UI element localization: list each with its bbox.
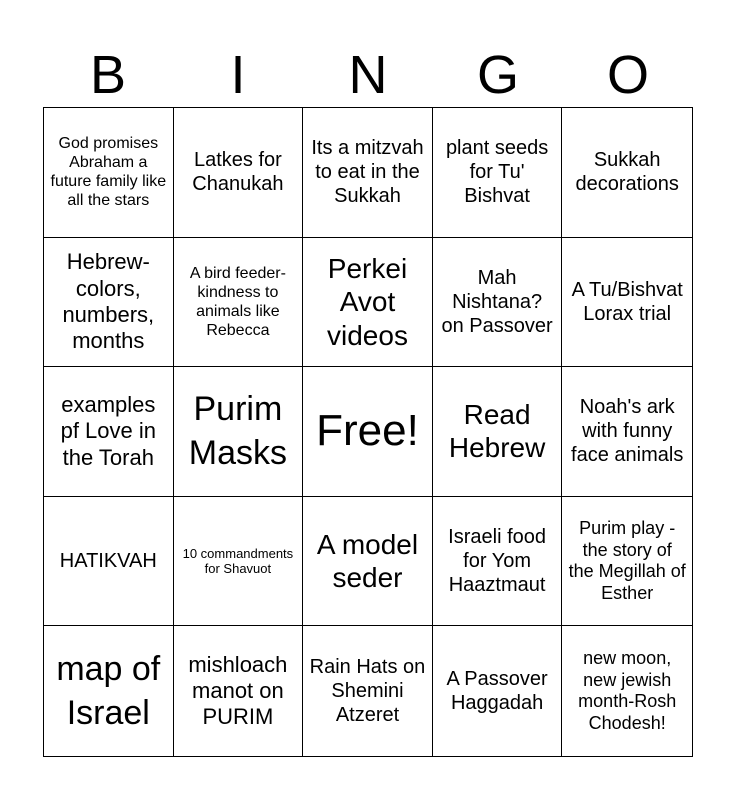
bingo-cell[interactable]	[562, 108, 692, 238]
bingo-cell[interactable]	[174, 108, 304, 238]
bingo-cell-text: examples pf Love in the Torah	[60, 391, 156, 470]
bingo-cell[interactable]	[433, 497, 563, 627]
bingo-cell-text: A Passover Haggadah	[446, 668, 548, 715]
bingo-cell[interactable]	[562, 367, 692, 497]
bingo-cell[interactable]	[433, 626, 563, 756]
bingo-cell-text: Latkes for Chanukah	[192, 149, 284, 196]
bingo-header	[43, 44, 693, 106]
bingo-cell-text: map of Israel	[56, 650, 161, 733]
header-letter-o: O	[606, 45, 649, 105]
bingo-cell-text: A bird feeder- kindness to animals like Rebecca	[189, 264, 286, 340]
bingo-cell-text: new moon, new jewish month-Rosh Chodesh!	[578, 648, 677, 733]
bingo-cell-text: Israeli food for Yom Haaztmaut	[448, 526, 547, 597]
header-letter-i: I	[230, 45, 246, 105]
bingo-cell[interactable]	[174, 238, 304, 368]
bingo-cell[interactable]	[174, 626, 304, 756]
header-letter-g: G	[476, 45, 519, 105]
bingo-card-grid	[43, 107, 693, 757]
header-letter-n: N	[348, 45, 388, 105]
bingo-cell-text: Perkei Avot videos	[327, 252, 408, 351]
bingo-cell[interactable]	[433, 108, 563, 238]
bingo-cell[interactable]	[433, 238, 563, 368]
bingo-cell-text: Read Hebrew	[448, 398, 546, 464]
bingo-cell-text: A model seder	[316, 528, 419, 594]
bingo-cell-text: Rain Hats on Shemini Atzeret	[309, 656, 426, 727]
bingo-cell[interactable]	[44, 626, 174, 756]
bingo-cell[interactable]	[433, 367, 563, 497]
bingo-cell-text: Its a mitzvah to eat in the Sukkah	[311, 137, 424, 208]
bingo-cell-text: mishloach manot on PURIM	[188, 651, 288, 730]
bingo-cell[interactable]	[562, 238, 692, 368]
bingo-cell-text: Mah Nishtana? on Passover	[441, 266, 553, 337]
bingo-cell[interactable]	[44, 367, 174, 497]
bingo-cell-text: God promises Abraham a future family like all the stars	[50, 134, 167, 210]
free-space-cell[interactable]	[303, 367, 433, 497]
bingo-cell[interactable]	[562, 626, 692, 756]
free-space-text: Free!	[316, 406, 419, 456]
bingo-cell[interactable]	[562, 497, 692, 627]
bingo-cell-text: A Tu/Bishvat Lorax trial	[571, 278, 683, 325]
bingo-cell[interactable]	[174, 367, 304, 497]
bingo-cell[interactable]	[303, 626, 433, 756]
bingo-cell-text: 10 commandments for Shavuot	[182, 545, 294, 577]
bingo-cell[interactable]	[44, 497, 174, 627]
bingo-cell-text: Hebrew- colors, numbers, months	[62, 249, 155, 354]
bingo-cell[interactable]	[303, 497, 433, 627]
bingo-cell-text: Sukkah decorations	[575, 149, 679, 196]
header-letter-b: B	[89, 45, 127, 105]
bingo-cell[interactable]	[303, 108, 433, 238]
bingo-cell-text: Noah's ark with funny face animals	[571, 396, 684, 467]
bingo-cell[interactable]	[174, 497, 304, 627]
bingo-cell[interactable]	[44, 108, 174, 238]
bingo-cell-text: Purim play - the story of the Megillah of Esther	[568, 517, 686, 603]
bingo-cell-text: Purim Masks	[188, 390, 287, 473]
bingo-cell-text: HATIKVAH	[59, 550, 157, 573]
bingo-cell[interactable]	[303, 238, 433, 368]
bingo-cell[interactable]	[44, 238, 174, 368]
bingo-cell-text: plant seeds for Tu' Bishvat	[445, 137, 549, 208]
